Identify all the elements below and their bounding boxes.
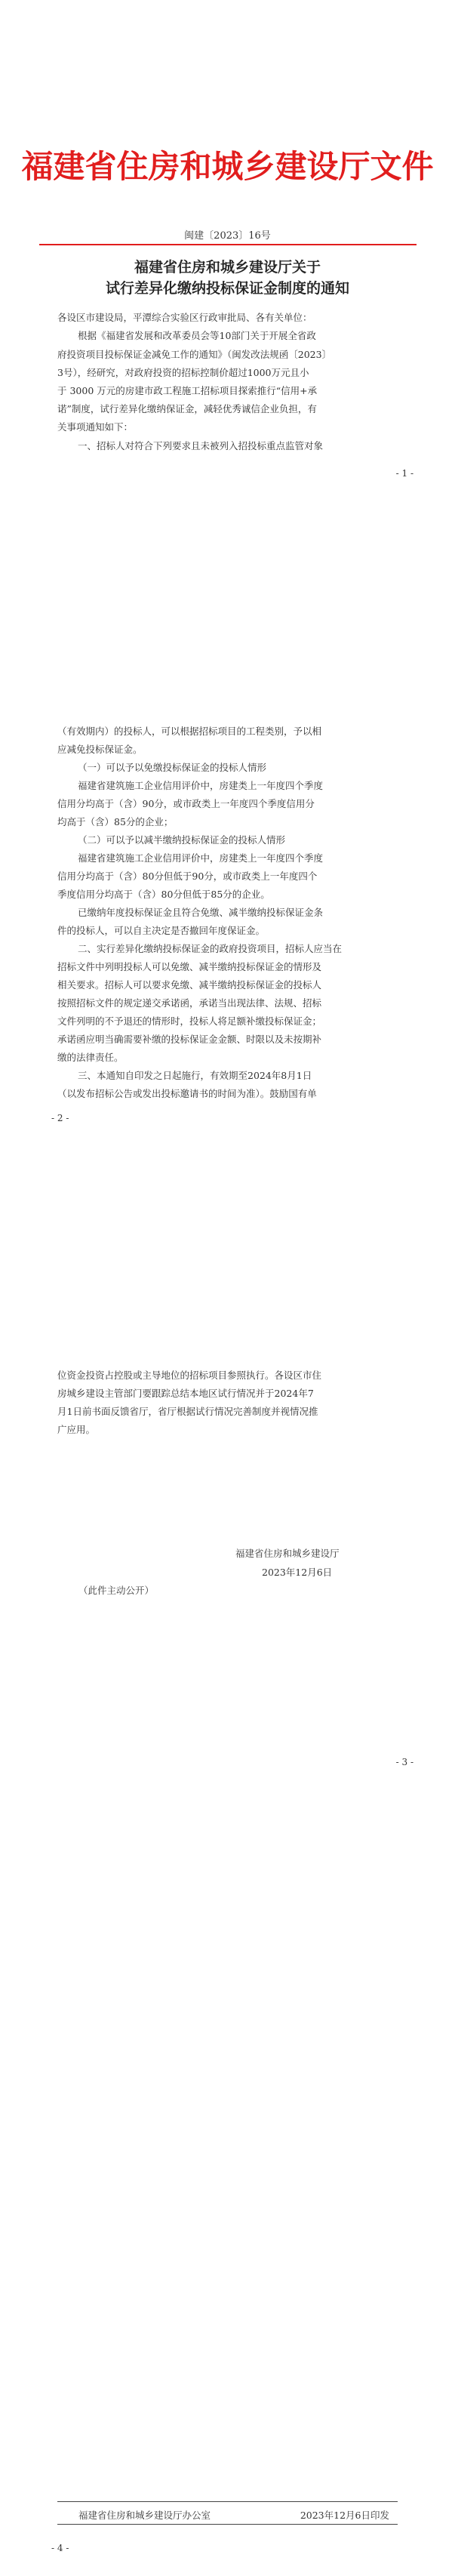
body-line: 3号），经研究，对政府投资的招标控制价超过1000万元且小: [57, 367, 309, 378]
footer-bottom-rule: [57, 2524, 398, 2525]
body-line: 均高于（含）85分的企业；: [57, 816, 174, 827]
subheading-line: （二）可以予以减半缴纳投标保证金的投标人情形: [78, 834, 286, 846]
public-release-note: （此件主动公开）: [78, 1585, 155, 1596]
document-number: 闽建〔2023〕16号: [184, 230, 271, 242]
body-line: 三、本通知自印发之日起施行，有效期至2024年8月1日: [78, 1070, 312, 1081]
body-line: 季度信用分均高于（含）80分但低于85分的企业。: [57, 889, 270, 900]
body-line: 房城乡建设主管部门要跟踪总结本地区试行情况并于2024年7: [57, 1388, 314, 1399]
body-line: 福建省建筑施工企业信用评价中，房建类上一年度四个季度: [78, 780, 324, 791]
body-line: （有效期内）的投标人，可以根据招标项目的工程类别，予以相: [57, 726, 322, 737]
body-line: 信用分均高于（含）80分但低于90分，或市政类上一年度四个: [57, 870, 318, 882]
body-line: 文件列明的不予退还的情形时，投标人将足额补缴投标保证金；: [57, 1015, 322, 1027]
body-line: 相关要求。招标人可以要求免缴、减半缴纳投标保证金的投标人: [57, 979, 322, 991]
body-line: 按照招标文件的规定递交承诺函，承诺当出现法律、法规、招标: [57, 997, 322, 1009]
body-line: 二、实行差异化缴纳投标保证金的政府投资项目，招标人应当在: [78, 943, 343, 954]
body-line: 福建省建筑施工企业信用评价中，房建类上一年度四个季度: [78, 852, 324, 864]
footer-top-rule: [57, 2501, 398, 2502]
signature-date: 2023年12月6日: [262, 1567, 333, 1578]
body-line: 应减免投标保证金。: [57, 744, 143, 755]
page-number-3: - 3 -: [395, 1757, 413, 1767]
body-line: 广应用。: [57, 1424, 96, 1435]
body-line: 承诺函应明当确需要补缴的投标保证金金额、时限以及未按期补: [57, 1034, 322, 1045]
subheading-line: （一）可以予以免缴投标保证金的投标人情形: [78, 762, 267, 773]
header-red-rule: [39, 244, 417, 245]
body-line: 件的投标人，可以自主决定是否撤回年度保证金。: [57, 925, 266, 936]
body-line: 位资金投资占控股或主导地位的招标项目参照执行。各设区市住: [57, 1370, 322, 1381]
body-line: 缴的法律责任。: [57, 1052, 124, 1063]
notice-title-line-2: 试行差异化缴纳投标保证金制度的通知: [105, 280, 349, 297]
body-line: 关事项通知如下：: [57, 421, 134, 433]
body-line: 诺”制度，试行差异化缴纳保证金，减轻优秀诚信企业负担，有: [57, 403, 317, 414]
page-number-2: - 2 -: [51, 1113, 69, 1123]
signature-organization: 福建省住房和城乡建设厅: [235, 1548, 340, 1559]
document-header-title: 福建省住房和城乡建设厅文件: [21, 150, 434, 185]
page-number-4: - 4 -: [51, 2543, 69, 2553]
body-line: 于 3000 万元的房建市政工程施工招标项目探索推行“信用+承: [57, 385, 318, 396]
issuing-office: 福建省住房和城乡建设厅办公室: [78, 2510, 211, 2521]
body-line: 信用分均高于（含）90分，或市政类上一年度四个季度信用分: [57, 798, 315, 809]
body-line: 一、招标人对符合下列要求且未被列入招投标重点监管对象: [78, 440, 324, 451]
body-line: 府投资项目投标保证金减免工作的通知》（闽发改法规函〔2023〕: [57, 349, 332, 360]
body-line: 已缴纳年度投标保证金且符合免缴、减半缴纳投标保证金条: [78, 907, 324, 918]
issue-date: 2023年12月6日印发: [300, 2510, 389, 2521]
page-number-1: - 1 -: [395, 468, 413, 479]
body-line: 根据《福建省发展和改革委员会等10部门关于开展全省政: [78, 330, 316, 341]
notice-title-line-1: 福建省住房和城乡建设厅关于: [134, 259, 321, 276]
body-line: （以发布招标公告或发出投标邀请书的时间为准）。鼓励国有单: [57, 1088, 317, 1099]
body-line: 招标文件中列明投标人可以免缴、减半缴纳投标保证金的情形及: [57, 961, 322, 972]
addressee-line: 各设区市建设局，平潭综合实验区行政审批局、各有关单位：: [57, 312, 312, 323]
body-line: 月1日前书面反馈省厅，省厅根据试行情况完善制度并视情况推: [57, 1406, 318, 1417]
